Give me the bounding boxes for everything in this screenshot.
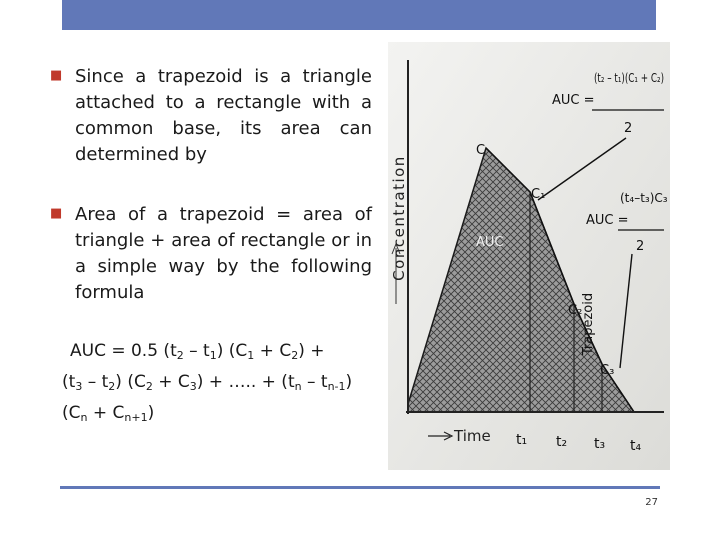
bullet-square-icon: ■: [50, 206, 63, 221]
page-number: 27: [645, 497, 658, 508]
bullet-2: [50, 202, 372, 306]
eq1-lhs: AUC =: [552, 93, 595, 108]
formula-line-2: $(t_3 - t_2) (C_2 + C_3)$ + ….. + $(t_n - t_{n-1})$: [62, 372, 353, 393]
auc-label: AUC: [476, 235, 504, 250]
footer-rule: [60, 486, 660, 489]
eq2-numerator: (t₄–t₃)C₃: [620, 191, 668, 205]
auc-trapezoid-figure: [388, 42, 670, 470]
eq2-lhs: AUC =: [586, 213, 629, 228]
y-axis-label: Concentration: [390, 155, 408, 281]
c2-label: C₂: [568, 303, 583, 318]
bullet-1-text: Since a trapezoid is a triangle attached to a rectangle with a common base, its area can determined by: [75, 66, 372, 165]
t1-label: t₁: [516, 432, 528, 448]
eq1-numerator: (t₂ – t₁)(C₁ + C₂): [594, 71, 664, 85]
bullet-1: [50, 64, 372, 168]
auc-formula: [62, 338, 382, 431]
c3-label: C₃: [600, 363, 615, 378]
trapezoid-label: Trapezoid: [581, 292, 596, 356]
eq2-denominator: 2: [636, 239, 645, 254]
x-axis-label: Time: [454, 427, 491, 445]
bullet-square-icon: ■: [50, 68, 63, 83]
eq1-denominator: 2: [624, 121, 633, 136]
t4-label: t₄: [630, 438, 642, 454]
t3-label: t₃: [594, 436, 606, 452]
bullet-2-text: Area of a trapezoid = area of triangle + area of rectangle or in a simple way by the following formula: [75, 204, 372, 303]
formula-line-3: $(C_n + C_{n+1})$: [62, 403, 155, 424]
t2-label: t₂: [556, 434, 568, 450]
c1-label: C₁: [531, 187, 546, 202]
peak-label: C: [476, 143, 486, 158]
formula-line-1: AUC = 0.5 $(t_2 - t_1) (C_1 + C_2)$ +: [70, 341, 325, 362]
title-band: [62, 0, 656, 30]
